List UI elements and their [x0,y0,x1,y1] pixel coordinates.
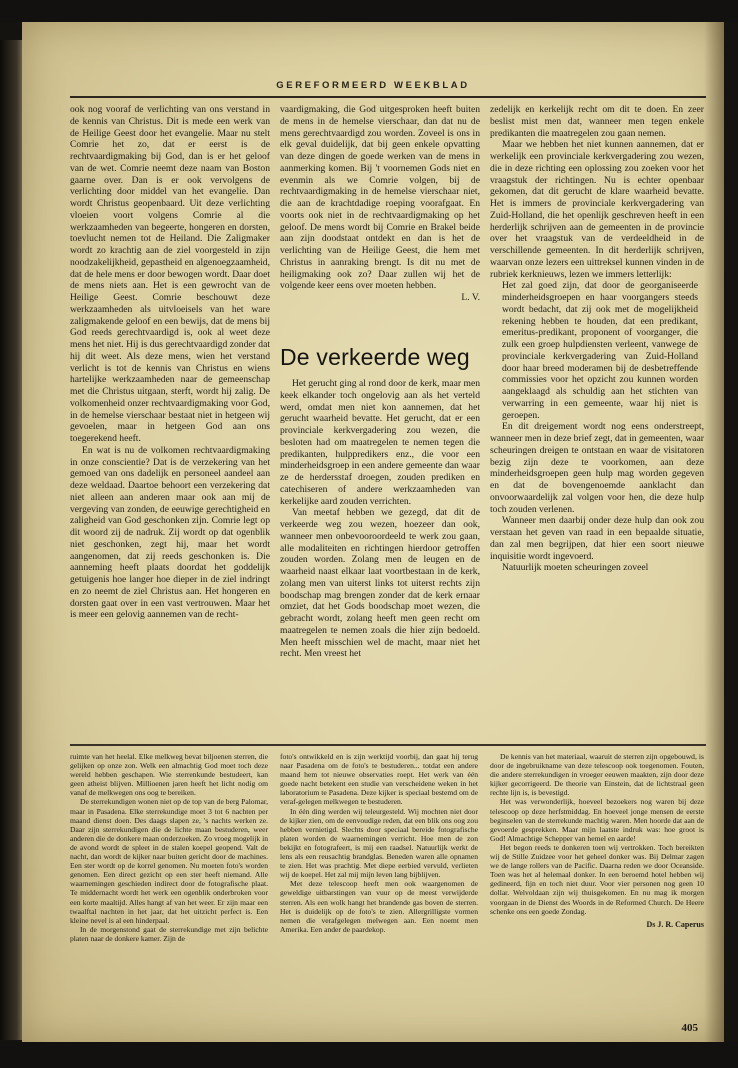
block-quote [490,280,704,421]
page-number: 405 [681,1022,698,1034]
col3-paragraph-4: Wanneer men daarbij onder deze hulp dan ook zou verstaan het geven van raad in een bepaalde situatie, dan zal men begrijpen, dat hier een soort nieuwe inquisitie wordt ingevoerd. [490,515,704,562]
column-3 [490,104,704,574]
article-paragraph-2: Van meetaf hebben we gezegd, dat dit de verkeerde weg zou wezen, hoezeer dan ook, wanneer men onbevooroordeeld te werk zou gaan, alle modaliteiten en richtingen hierdoor getroffen zouden worden. Zolang men de leugen en de waarheid naast elkaar laat voortbestaan in de kerk, zolang men van uiterst links tot uiterst rechts zijn boodschap mag brengen zonder dat de kerk ernaar omziet, dat het Gods boodschap moet wezen, die gebracht wordt, zolang heeft men geen recht om maatregelen te nemen zoals die hier zijn bedoeld. Men heeft misschien wel de macht, maar niet het recht. Men vreest het [280,507,480,660]
col1-paragraph-2: En wat is nu de volkomen rechtvaardigmaking in onze conscientie? Dat is de verzekering van het gemoed van ons dadelijk en personeel aandeel aan deze weldaad. Daartoe behoort een verzekering dat niet alleen aan anderen maar ook aan mij de vergeving van zonden, de eeuwige gerechtigheid en zaligheid van God geschonken zijn. Comrie legt op dit woord zij de nadruk. Zij wordt op dat ogenblik niet geschonken, zegt hij, maar het wordt aangenomen, dat zij reeds geschonken is. Die aanneming heeft plaats doordat het goddelijk getuigenis hoe langer hoe dieper in de ziel indringt en zo neemt de ziel Christus aan. Het hongeren en dorsten gaat over in een vast vertrouwen. Maar het is meer een gelovig aannemen van de recht- [70,444,270,621]
small-3-paragraph-3: Het begon reeds te donkeren toen wij vertrokken. Toch bereikten wij de Stille Zuidzee voor het geheel donker was. Bij Delmar zagen we de lange rollers van de Pacific. Daarna reden we door Oceanside. Toen was het al helemaal donker. In een beroemd hotel hebben wij gedineerd, fijn en toch niet duur. Voor vier personen nog geen 10 dollar. Welvoldaan zijn wij thuisgekomen. En nu mag ik morgen voorgaan in de Dienst des Woords in de Reformed Church. De Heere schenke ons een goede Zondag. [490,842,704,916]
col3-paragraph-2: Maar we hebben het niet kunnen aannemen, dat er werkelijk een provinciale kerkvergadering zou wezen, die in deze richting een oplossing zou zoeken voor het vraagstuk der richtingen. Nu is echter openbaar gekomen, dat dit gerucht de klare waarheid bevatte. Het is immers de provinciale kerkvergadering van Zuid-Holland, die het openlijk geschreven heeft in een herderlijk schrijven aan de gemeenten in de provincie over het vraagstuk van de verdeeldheid in de verschillende gemeenten. In dit herderlijk schrijven, waarvan onze lezers een uittreksel kunnen vinden in de rubriek kerknieuws, lezen we immers letterlijk: [490,139,704,280]
small-1-paragraph-2: De sterrekundigen wonen niet op de top van de berg Palomar, maar in Pasadena. Elke sterrekundige moet 3 tot 6 nachten per maand dienst doen. Des daags slapen ze, 's nachts werken ze. Daar zijn sterrekundigen die de lichte maan bestuderen, weer anderen die de donkere maan onderzoeken. Zo vroeg mogelijk in de avond wordt de spleet in de stalen koepel geopend. Valt de nacht, dan wordt de kijker naar buiten gericht door de machines. Een ster wordt op de korrel genomen. Nu moeten foto's worden genomen. Een direct gezicht op een ster heeft niemand. Alle waarnemingen geschieden indirect door de fotografische plaat. Te middernacht wordt het werk een ogenblik onderbroken voor een korte maaltijd. Alles hangt af van het weer. Er zijn maar een twaalftal nachten in het jaar, dat het uitzicht perfect is. Een kleine nevel is al een hinderpaal. [70,797,268,925]
quote-text: Het zal goed zijn, dat door de georganiseerde minderheidsgroepen en haar voorgangers steeds wordt bedacht, dat zij ook met de mogelijkheid rekening hebben te houden, dat een predikant, emeritus-predikant, proponent of voorganger, die zulk een groep hulpdiensten verleent, vanwege de provinciale kerkvergadering van Zuid-Holland door haar breed moderamen bij de desbetreffende commissies voor het opzicht zou kunnen worden aangeklaagd als schuldig aan het stichten van verwarring in een gemeente, waar hij niet is geroepen. [502,280,698,421]
col3-paragraph-3: En dit dreigement wordt nog eens onderstreept, wanneer men in deze brief zegt, dat in gemeenten, waar scheuringen dreigen te ontstaan en waar de visitatoren bezig zijn deze te voorkomen, aan deze minderheidsgroepen geen hulp mag worden gegeven en dat de bovengenoemde aanklacht dan onvoorwaardelijk zal volgen voor hen, die deze hulp toch zouden verlenen. [490,421,704,515]
scan-bottom-border [0,1042,738,1068]
book-spine-shadow [0,40,24,1040]
page-edge-shadow [704,22,724,1042]
magazine-page [22,22,724,1042]
small-column-2 [280,752,478,934]
small-column-1 [70,752,268,943]
author-signature: Ds J. R. Caperus [646,919,704,929]
column-2-top [280,104,480,304]
col2-paragraph-1: vaardigmaking, die God uitgesproken heeft buiten de mens in de hemelse vierschaar, dan dat nu de mens gerechtvaardigd zou worden. Zoveel is ons in elk geval duidelijk, dat bij geen enkele opvatting van deze dingen de goede werken van de mens in aanmerking komen. Bij 't voornemen Gods niet en evenmin als we Comrie volgen, bij de rechtvaardigmaking in de hemelse vierschaar niet, die aan de krachtdadige roeping voorafgaat. En voorts ook niet in de rechtvaardigmaking op het geloof. De mens wordt bij Comrie en Brakel beide aan zijn doodstaat ontdekt en dan is het de verlichting van de Heilige Geest, die hem met Christus in aanraking brengt. Is dit nu met de heiligmaking ook zo? Daar zullen wij het de volgende keer eens over moeten hebben. [280,104,480,292]
running-header: GEREFORMEERD WEEKBLAD [276,80,470,91]
small-3-paragraph-1: De kennis van het materiaal, waaruit de sterren zijn opgebouwd, is door de ingebruikname van deze telescoop ook toegenomen. Fouten, die andere sterrekundigen in vroeger eeuwen maakten, zijn door deze kijker gecorrigeerd. De theorie van Einstein, dat de lichtstraal geen rechte lijn is, is bevestigd. [490,752,704,798]
small-column-3 [490,752,704,929]
small-1-paragraph-3: In de morgenstond gaat de sterrekundige met zijn belichte platen naar de donkere kamer. Zijn de [70,924,268,943]
section-divider [70,744,706,746]
column-1 [70,104,270,621]
col3-paragraph-5: Natuurlijk moeten scheuringen zoveel [502,562,649,574]
col3-paragraph-1: zedelijk en kerkelijk recht om dit te doen. En zeer beslist mist men dat, wanneer men tegen enkele predikanten die maatregelen zou gaan nemen. [490,104,704,139]
scan-top-border [0,0,738,22]
col1-paragraph-1: ook nog vooraf de verlichting van ons verstand in de kennis van Christus. Dit is mede een werk van de Heilige Geest door het evangelie. Maar nu stelt Comrie het zo, dat er eerst is de rechtvaardigmaking bij God, dan is er het geloof van de wet. Comrie neemt deze naam van Boston gaarne over. Dan is er ook vervolgens de verlichting door middel van het evangelie. Dan wordt Christus geopenbaard. Uit deze verlichting vloeien voort volgens Comrie al die werkzaamheden van begeerte, hongeren en dorsten, toevlucht nemen tot de Heiland. Die Zaligmaker wordt zo krachtig aan de ziel voorgesteld in zijn noodzakelijkheid, gepastheid en algenoegzaamheid, dat de hele mens er door bewogen wordt. Daar doet de mens niets aan. Het is een gewrocht van de Heilige Geest. Comrie beschouwt deze werkzaamheden als uitvloeisels van het ware zaligmakende geloof en een bewijs, dat de mens bij God reeds gerechtvaardigd is, ook al weet deze mens het niet. Hij is dus gerechtvaardigd zonder dat hij dit weet. Als deze mens, wien het verstand verlicht is tot de kennis van Christus en wiens hartelijke werkzaamheden naar de gemeenschap met die Christus uitgaan, sterft, wordt hij zalig. De volkomenheid onzer rechtvaardigmaking voor God, in de hemelse vierschaar bestaat niet in hetgeen wij gevoelen, maar in hetgeen God aan ons toegerekend heeft. [70,104,270,444]
header-rule [70,96,706,98]
small-2-paragraph-3: Met deze telescoop heeft men ook waargenomen de geweldige uitbarstingen van vuur op de meest verwijderde sterren. Als een wolk hangt het brandende gas boven de sterren. Het is duidelijk op de foto's te zien. Allergrilligste vormen nemen die verafgelegen melwegen aan. Een noemt men Amerika. Een ander de paardekop. [280,879,478,934]
column-2-article [280,378,480,660]
article-headline: De verkeerde weg [280,344,470,370]
small-3-paragraph-2: Het was verwonderlijk, hoeveel bezoekers nog waren bij deze telescoop op deze herfstmiddag. En hoeveel jonge mensen de eerste beginselen van de sterrekunde machtig waren. Men hoorde dat aan de gevoerde gesprekken. Maar mijn laatste indruk was: hoe groot is God! Almachtige Schepper van hemel en aarde! [490,797,704,843]
small-2-paragraph-2: In één ding werden wij teleurgesteld. Wij mochten niet door de kijker zien, om de eenvoudige reden, dat een blik ons oog zou hebben vernietigd. Slechts door speciaal bereide fotografische platen worden de waarnemingen verricht. Hoe men de zon bekijkt en fotografeert, is mij een raadsel. Natuurlijk werkt de lens als een reusachtig brandglas. Beneden waren alle opnamen te zien. Het was prachtig. Met diepe eerbied vervuld, verlieten wij de koepel. Het zal mij mijn leven lang bijblijven. [280,806,478,880]
small-2-paragraph-1: foto's ontwikkeld en is zijn werktijd voorbij, dan gaat hij terug naar Pasadena om de foto's te bestuderen... totdat een andere maand hem tot nieuwe observaties roept. Het werk van één goede nacht betekent een studie van verscheidene weken in het laboratorium te Pasadena. Deze kijker is speciaal bestemd om de veraf-gelegen melkwegen te bestuderen. [280,752,478,807]
author-initials: L. V. [461,292,480,303]
small-1-paragraph-1: ruimte van het heelal. Elke melkweg bevat biljoenen sterren, die gelijken op onze zon. Welk een almachtig God moet toch deze wereld hebben geschapen. Wie sterrenkunde bestudeert, kan geen atheist blijven. Millioenen jaren heeft het licht nodig om vanaf de melkwegen ons oog te bereiken. [70,752,268,798]
article-paragraph-1: Het gerucht ging al rond door de kerk, maar men keek elkander toch ongelovig aan als het verteld werd, omdat men niet kon aannemen, dat het gerucht waarheid bevatte. Het gerucht, dat er een provinciale kerkvergadering zou wezen, die besloten had om maatregelen te nemen tegen die predikanten, hulppredikers enz., die voor een minderheidsgroep in een andere gemeente dan waar ze de herdersstaf droegen, zouden prediken en catechiseren of andere werkzaamheden van kerkelijke aard zouden verrichten. [280,378,480,507]
